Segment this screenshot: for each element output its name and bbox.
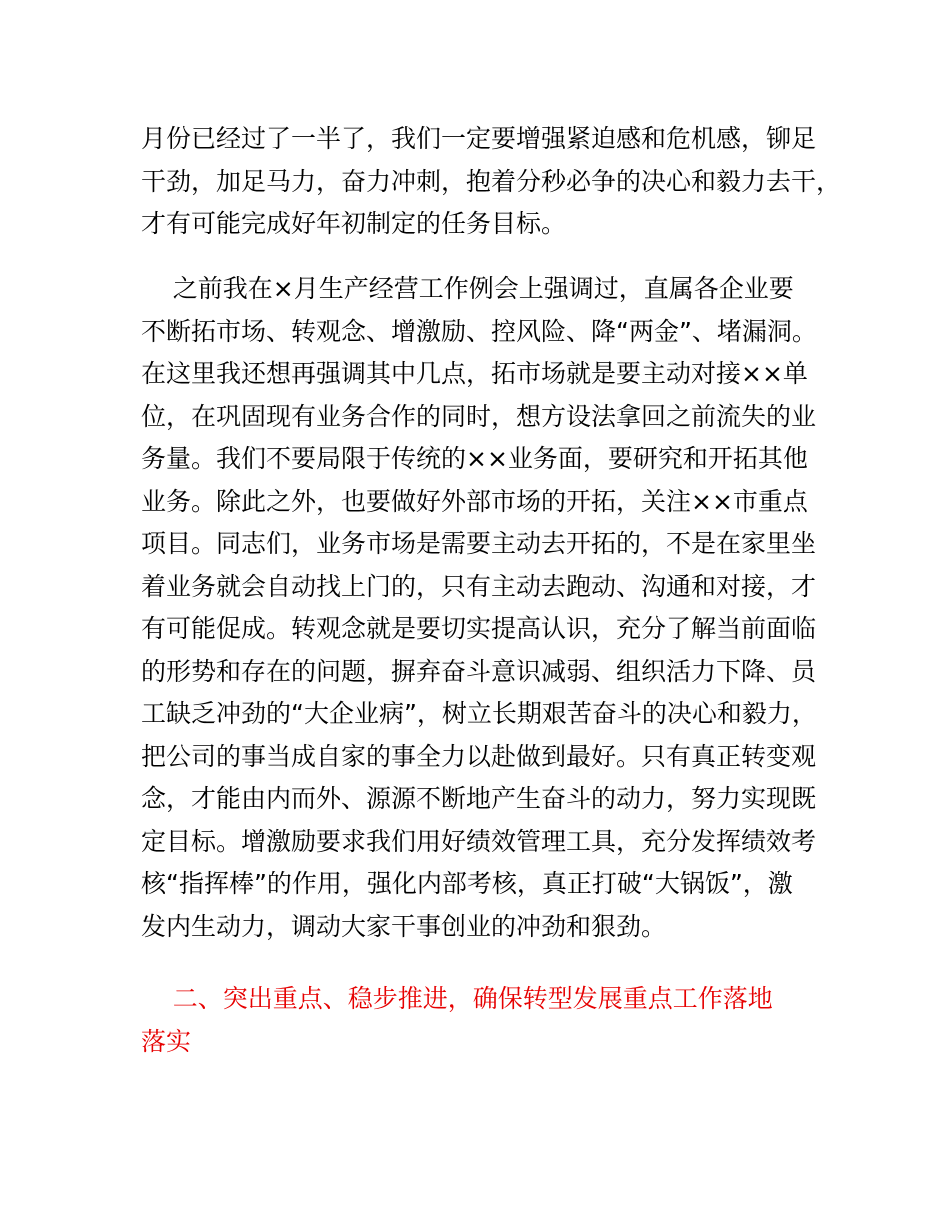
text-line: 有可能促成。转观念就是要切实提高认识，充分了解当前面临 bbox=[141, 614, 817, 643]
text-line: 着业务就会自动找上门的，只有主动去跑动、沟通和对接，才 bbox=[141, 571, 817, 601]
text-line: 位，在巩固现有业务合作的同时，想方设法拿回之前流失的业 bbox=[141, 401, 817, 431]
text-line: 之前我在×月生产经营工作例会上强调过，直属各企业要 bbox=[141, 274, 794, 303]
text-line: 务量。我们不要局限于传统的××业务面，要研究和开拓其他 bbox=[141, 444, 808, 473]
text-line: 才有可能完成好年初制定的任务目标。 bbox=[141, 209, 567, 238]
text-line: 念，才能由内而外、源源不断地产生奋斗的动力，努力实现既 bbox=[141, 784, 817, 813]
text-line: 发内生动力，调动大家干事创业的冲劲和狠劲。 bbox=[141, 911, 667, 941]
text-line: 月份已经过了一半了，我们一定要增强紧迫感和危机感，铆足 bbox=[141, 124, 817, 153]
text-line: 项目。同志们，业务市场是需要主动去开拓的，不是在家里坐 bbox=[141, 529, 817, 558]
heading-line: 落实 bbox=[141, 1026, 192, 1056]
section-heading-2 bbox=[141, 978, 841, 1063]
paragraph-2 bbox=[141, 268, 841, 948]
text-line: 把公司的事当成自家的事全力以赴做到最好。只有真正转变观 bbox=[141, 741, 817, 771]
text-line: 工缺乏冲劲的“大企业病”，树立长期艰苦奋斗的决心和毅力， bbox=[141, 699, 817, 728]
text-line: 在这里我还想再强调其中几点，拓市场就是要主动对接××单 bbox=[141, 359, 808, 388]
text-line: 业务。除此之外，也要做好外部市场的开拓，关注××市重点 bbox=[141, 486, 808, 516]
text-line: 的形势和存在的问题，摒弃奋斗意识减弱、组织活力下降、员 bbox=[141, 656, 817, 686]
heading-line: 二、突出重点、稳步推进，确保转型发展重点工作落地 bbox=[141, 984, 773, 1013]
text-line: 不断拓市场、转观念、增激励、控风险、降“两金”、堵漏洞。 bbox=[141, 316, 817, 346]
text-line: 核“指挥棒”的作用，强化内部考核，真正打破“大锅饭”，激 bbox=[141, 869, 793, 898]
paragraph-1 bbox=[141, 118, 841, 246]
text-line: 干劲，加足马力，奋力冲刺，抱着分秒必争的决心和毅力去干， bbox=[141, 166, 842, 196]
text-line: 定目标。增激励要求我们用好绩效管理工具，充分发挥绩效考 bbox=[141, 826, 817, 856]
